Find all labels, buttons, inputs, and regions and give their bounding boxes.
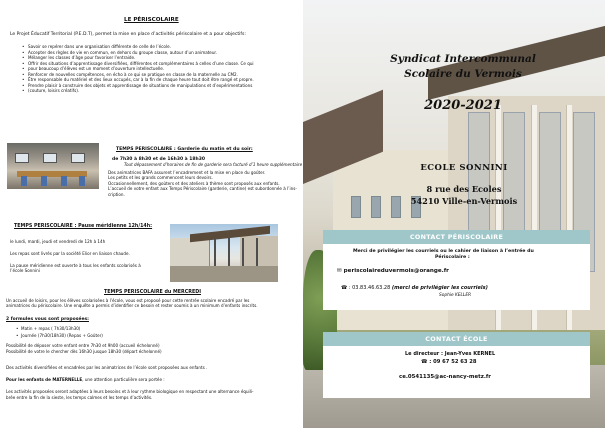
cantine-photo — [170, 224, 278, 282]
pick-up-info: Possibilité de votre le chercher dès 16h30 jusque 18h30 (départ échelonné) — [6, 349, 162, 354]
periscolaire-phone-row: ☎ : 03.83.46.63.28 (merci de privilégier les courriels) — [341, 285, 488, 291]
garderie-line: L’accueil de votre enfant aux Temps Périscolaire (garderie, cantine) est subordonnée à l’ins- — [108, 186, 297, 191]
objective-item: • Renforcer de nouvelles compétences, en écho à ce qui se pratique en classe de la maternelle au CM2. — [22, 72, 254, 78]
ecole-phone-row: ☎ : 09 67 52 63 28 — [421, 359, 477, 365]
midi-open-2: l’école Sonnini — [10, 268, 40, 273]
objective-item: • (couture, loisirs créatifs). — [22, 88, 254, 94]
school-name: ECOLE SONNINI — [420, 163, 508, 173]
objective-item: • Offrir des situations d’apprentissage diversifiées, différentes et complémentaires à celles d’une classe. Ce qui — [22, 61, 254, 67]
contact-ecole-header: CONTACT ÉCOLE — [323, 332, 590, 346]
objective-item: • Savoir se repérer dans une organisation différente de celle de l’école. — [22, 44, 254, 50]
contact-periscolaire-box — [323, 244, 590, 310]
ecole-email[interactable]: ce.0541135@ac-nancy-metz.fr — [399, 374, 491, 380]
phone-note: (merci de privilégier les courriels) — [391, 285, 488, 291]
objective-item: • pour beaucoup d’élèves est un moment d’ouverture intellectuelle. — [22, 66, 254, 72]
maternelle-heading: Pour les enfants de MATERNELLE, une attention particulière sera portée : — [6, 377, 165, 382]
midi-meals: Les repas sont livrés par la société Elior en liaison chaude. — [10, 251, 130, 256]
formulas-title: 2 formules vous sont proposées: — [6, 317, 89, 322]
garderie-line: Les petits et les grands commencent leurs devoirs. — [108, 175, 213, 180]
director-name: Le directeur : Jean-Yves KERNEL — [405, 351, 496, 357]
school-city: 54210 Ville-en-Vermois — [410, 196, 518, 206]
drop-off-info: Possibilité de déposer votre enfant entre 7h30 et 9h00 (accueil échelonné) — [6, 343, 160, 348]
formula-item: • Matin + repas ( 7h30/13h30) — [16, 326, 81, 331]
objective-item: • Mélanger les classes d’âge pour favoriser l’entraide. — [22, 55, 254, 61]
objectives-list — [22, 44, 254, 94]
maternelle-text-2: brée entre la fin de la sieste, les temps calmes et les temps d’activités. — [6, 395, 153, 400]
mercredi-paragraph-2: animatrices du périscolaire. Une enquête a permis d’identifier ce besoin et rester soumis à un minimum d’enfants inscrits. — [6, 303, 258, 308]
ecole-phone[interactable]: 09 67 52 63 28 — [433, 359, 477, 365]
mercredi-title: TEMPS PERISCOLAIRE du MERCREDI — [104, 290, 202, 295]
contact-instruction: Merci de privilégier les courriels ou le cahier de liaison à l’entrée du — [353, 249, 534, 254]
periscolaire-email-row[interactable] — [337, 268, 449, 274]
school-year: 2020-2021 — [424, 98, 502, 113]
periscolaire-title: LE PÉRISCOLAIRE — [124, 17, 179, 23]
garderie-line: Des animatrices BAFA assurent l’encadrement et la mise en place du goûter. — [108, 170, 266, 175]
garderie-line: cription. — [108, 192, 125, 197]
garderie-note: Tout dépassement d’horaires de fin de garderie sera facturé d’1 heure supplémentaire — [124, 162, 303, 167]
garderie-photo — [7, 143, 99, 189]
objective-item: • Prendre plaisir à construire des objets et apprentissage de situations de manipulations et d’expérimentations — [22, 83, 254, 89]
periscolaire-phone[interactable]: 03.83.46.63.28 — [352, 285, 391, 291]
activities-info: Des activités diversifiées et encadrées par les animatrices de l’école sont proposées aux enfants . — [6, 365, 208, 370]
garderie-hours: de 7h30 à 8h30 et de 16h30 à 18h30 — [112, 157, 206, 162]
syndicat-title-line-2: Scolaire du Vermois — [404, 68, 522, 80]
phone-icon: ☎ — [421, 359, 428, 365]
mail-icon: ✉ — [337, 268, 342, 274]
contact-periscolaire-header: CONTACT PÉRISCOLAIRE — [323, 230, 590, 244]
contact-person: Sophie KELLER — [439, 293, 472, 298]
garderie-line: Occasionnellement, des goûters et des ateliers à thème sont proposés aux enfants. — [108, 181, 280, 186]
contact-ecole-box — [323, 346, 590, 398]
phone-icon: ☎ — [341, 285, 348, 291]
mercredi-paragraph: Un accueil de loisirs, pour les élèves scolarisées à l’école, vous est proposé pour cette rentrée scolaire encadré par les — [6, 298, 250, 303]
midi-open: La pause méridienne est ouverte à tous les enfants scolarisés à — [10, 263, 141, 268]
garderie-title: TEMPS PERISCOLAIRE : Garderie du matin et du soir: — [116, 147, 253, 152]
syndicat-title-line-1: Syndicat Intercommunal — [390, 53, 536, 65]
formula-item: • Journée (7h30/18h30) (Repas + Goûter) — [16, 333, 103, 338]
midi-days: le lundi, mardi, jeudi et vendredi de 12h à 14h — [10, 239, 106, 244]
periscolaire-email[interactable]: periscolaireduvermois@orange.fr — [343, 268, 449, 274]
objective-item: • Être responsable du matériel et des lieux occupés, car à la fin de chaque heure tout doit être rangé et propre. — [22, 77, 254, 83]
pedt-intro: Le Projet Éducatif Territorial (P.E.D.T), permet la mise en place d’activités périscolaire et a pour objectifs: — [10, 32, 246, 37]
objective-item: • Accepter des règles de vie en commun, en dehors du groupe classe, autour d’un animateur. — [22, 50, 254, 56]
midi-title: TEMPS PERISCOLAIRE : Pause méridienne 12h/14h: — [14, 224, 153, 229]
maternelle-text: Les activités proposées seront adaptées à leurs besoins et à leur rythme biologique en respectant une alternance équili- — [6, 389, 254, 394]
contact-instruction-2: Périscolaire : — [435, 255, 470, 260]
school-street: 8 rue des Ecoles — [426, 184, 502, 194]
